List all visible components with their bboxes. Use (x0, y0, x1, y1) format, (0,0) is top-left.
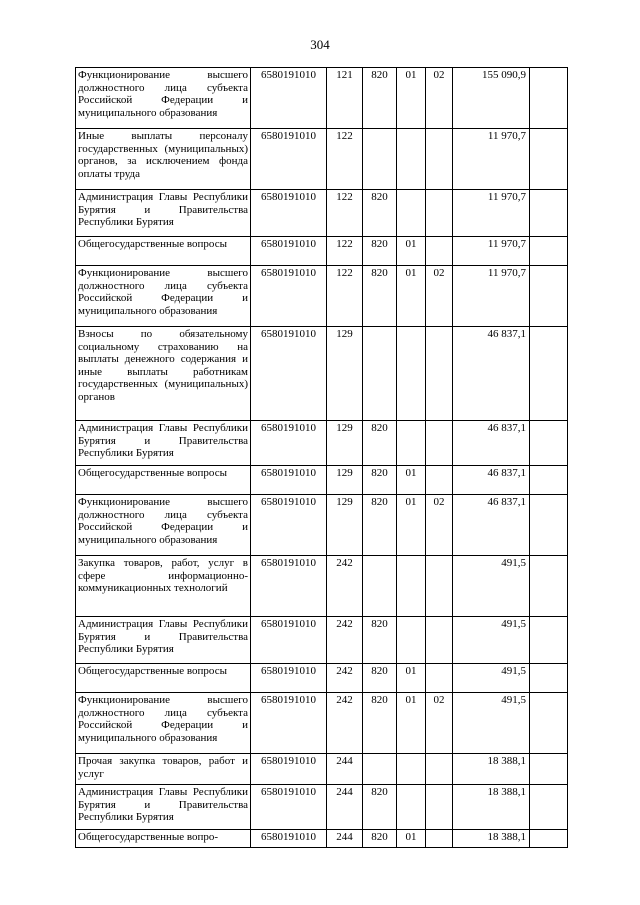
row-empty-cell (530, 556, 568, 617)
row-name: Общегосударственные вопросы (76, 466, 251, 495)
row-expense-type: 129 (327, 421, 363, 466)
row-amount: 46 837,1 (453, 495, 530, 556)
row-section (397, 556, 426, 617)
row-expense-type: 122 (327, 190, 363, 237)
row-amount: 11 970,7 (453, 190, 530, 237)
row-target-code: 6580191010 (251, 754, 327, 785)
row-section (397, 785, 426, 830)
row-name: Функционирование высшего должностного лица субъекта Российской Федерации и муниципального образования (76, 266, 251, 327)
row-administrator: 820 (363, 421, 397, 466)
row-name: Администрация Главы Республики Бурятия и Правительства Республики Бурятия (76, 421, 251, 466)
row-administrator (363, 754, 397, 785)
row-target-code: 6580191010 (251, 327, 327, 421)
row-expense-type: 244 (327, 830, 363, 848)
row-name: Функционирование высшего должностного лица субъекта Российской Федерации и муниципального образования (76, 693, 251, 754)
row-administrator: 820 (363, 190, 397, 237)
row-subsection: 02 (426, 68, 453, 129)
table-row (76, 830, 568, 848)
row-expense-type: 242 (327, 556, 363, 617)
row-section (397, 327, 426, 421)
row-amount: 11 970,7 (453, 129, 530, 190)
row-subsection (426, 754, 453, 785)
row-expense-type: 129 (327, 466, 363, 495)
row-target-code: 6580191010 (251, 68, 327, 129)
row-administrator (363, 556, 397, 617)
row-target-code: 6580191010 (251, 129, 327, 190)
table-row (76, 693, 568, 754)
row-administrator: 820 (363, 68, 397, 129)
row-administrator: 820 (363, 693, 397, 754)
row-amount: 46 837,1 (453, 466, 530, 495)
row-administrator: 820 (363, 495, 397, 556)
table-row (76, 190, 568, 237)
row-target-code: 6580191010 (251, 664, 327, 693)
row-name: Иные выплаты персоналу государственных (муниципальных) органов, за исключением фонда оплаты труда (76, 129, 251, 190)
row-amount: 18 388,1 (453, 785, 530, 830)
row-administrator: 820 (363, 466, 397, 495)
table-row (76, 327, 568, 421)
row-section (397, 617, 426, 664)
budget-table (75, 67, 568, 848)
row-empty-cell (530, 617, 568, 664)
row-expense-type: 242 (327, 664, 363, 693)
row-subsection (426, 327, 453, 421)
row-name: Общегосударственные вопросы (76, 237, 251, 266)
table-row (76, 237, 568, 266)
row-subsection (426, 617, 453, 664)
table-row (76, 266, 568, 327)
row-amount: 11 970,7 (453, 266, 530, 327)
row-empty-cell (530, 664, 568, 693)
row-administrator: 820 (363, 237, 397, 266)
row-target-code: 6580191010 (251, 421, 327, 466)
row-name: Взносы по обязательному социальному страхованию на выплаты денежного содержания и иные выплаты работникам государственных (муниципальных) органов (76, 327, 251, 421)
row-section: 01 (397, 495, 426, 556)
row-target-code: 6580191010 (251, 237, 327, 266)
row-target-code: 6580191010 (251, 693, 327, 754)
row-target-code: 6580191010 (251, 830, 327, 848)
row-amount: 491,5 (453, 664, 530, 693)
row-administrator (363, 327, 397, 421)
row-subsection (426, 421, 453, 466)
row-empty-cell (530, 266, 568, 327)
row-amount: 491,5 (453, 617, 530, 664)
row-section (397, 129, 426, 190)
row-empty-cell (530, 785, 568, 830)
row-expense-type: 129 (327, 327, 363, 421)
row-administrator: 820 (363, 266, 397, 327)
row-subsection: 02 (426, 266, 453, 327)
row-empty-cell (530, 237, 568, 266)
row-subsection (426, 664, 453, 693)
row-empty-cell (530, 190, 568, 237)
table-body (76, 68, 568, 848)
row-section (397, 190, 426, 237)
row-administrator: 820 (363, 785, 397, 830)
row-amount: 18 388,1 (453, 754, 530, 785)
row-section: 01 (397, 68, 426, 129)
row-empty-cell (530, 466, 568, 495)
row-target-code: 6580191010 (251, 785, 327, 830)
row-section: 01 (397, 830, 426, 848)
row-expense-type: 122 (327, 266, 363, 327)
row-subsection (426, 556, 453, 617)
table-row (76, 129, 568, 190)
row-target-code: 6580191010 (251, 617, 327, 664)
row-administrator (363, 129, 397, 190)
row-name: Администрация Главы Республики Бурятия и Правительства Республики Бурятия (76, 190, 251, 237)
row-name: Администрация Главы Республики Бурятия и Правительства Республики Бурятия (76, 617, 251, 664)
table-row (76, 68, 568, 129)
row-expense-type: 122 (327, 237, 363, 266)
row-empty-cell (530, 830, 568, 848)
row-subsection (426, 830, 453, 848)
row-name: Функционирование высшего должностного лица субъекта Российской Федерации и муниципального образования (76, 495, 251, 556)
row-amount: 18 388,1 (453, 830, 530, 848)
row-expense-type: 242 (327, 693, 363, 754)
row-target-code: 6580191010 (251, 556, 327, 617)
row-empty-cell (530, 421, 568, 466)
table-row (76, 754, 568, 785)
row-empty-cell (530, 495, 568, 556)
row-amount: 46 837,1 (453, 421, 530, 466)
table-row (76, 785, 568, 830)
row-target-code: 6580191010 (251, 266, 327, 327)
row-target-code: 6580191010 (251, 495, 327, 556)
row-administrator: 820 (363, 617, 397, 664)
row-subsection (426, 237, 453, 266)
row-expense-type: 121 (327, 68, 363, 129)
row-expense-type: 122 (327, 129, 363, 190)
row-name: Прочая закупка товаров, работ и услуг (76, 754, 251, 785)
row-target-code: 6580191010 (251, 466, 327, 495)
row-expense-type: 244 (327, 785, 363, 830)
row-subsection (426, 190, 453, 237)
row-empty-cell (530, 754, 568, 785)
table-row (76, 421, 568, 466)
row-administrator: 820 (363, 830, 397, 848)
row-section: 01 (397, 466, 426, 495)
row-empty-cell (530, 327, 568, 421)
row-expense-type: 242 (327, 617, 363, 664)
row-name: Закупка товаров, работ, услуг в сфере информационно-коммуникационных технологий (76, 556, 251, 617)
row-target-code: 6580191010 (251, 190, 327, 237)
table-row (76, 556, 568, 617)
row-subsection (426, 129, 453, 190)
row-empty-cell (530, 129, 568, 190)
row-subsection (426, 785, 453, 830)
row-name: Администрация Главы Республики Бурятия и Правительства Республики Бурятия (76, 785, 251, 830)
row-section: 01 (397, 266, 426, 327)
row-name: Функционирование высшего должностного лица субъекта Российской Федерации и муниципального образования (76, 68, 251, 129)
row-empty-cell (530, 693, 568, 754)
row-expense-type: 244 (327, 754, 363, 785)
table-row (76, 617, 568, 664)
table-row (76, 495, 568, 556)
row-empty-cell (530, 68, 568, 129)
row-section: 01 (397, 664, 426, 693)
table-row (76, 664, 568, 693)
page-number: 304 (310, 37, 330, 52)
row-name: Общегосударственные вопросы (76, 664, 251, 693)
row-subsection: 02 (426, 495, 453, 556)
row-section: 01 (397, 693, 426, 754)
table-row (76, 466, 568, 495)
row-section (397, 754, 426, 785)
row-amount: 46 837,1 (453, 327, 530, 421)
row-amount: 11 970,7 (453, 237, 530, 266)
row-administrator: 820 (363, 664, 397, 693)
row-amount: 155 090,9 (453, 68, 530, 129)
row-amount: 491,5 (453, 556, 530, 617)
row-name: Общегосударственные вопро- (76, 830, 251, 848)
row-amount: 491,5 (453, 693, 530, 754)
row-subsection (426, 466, 453, 495)
row-expense-type: 129 (327, 495, 363, 556)
row-section: 01 (397, 237, 426, 266)
row-subsection: 02 (426, 693, 453, 754)
row-section (397, 421, 426, 466)
